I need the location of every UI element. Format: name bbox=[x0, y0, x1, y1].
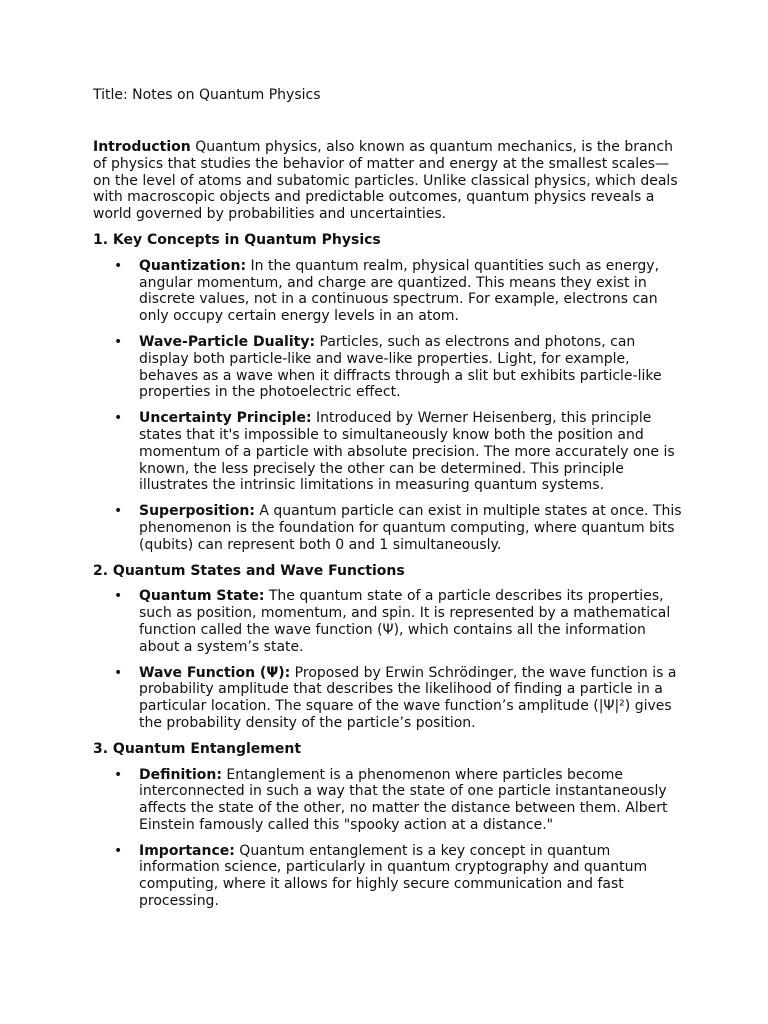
intro-paragraph bbox=[93, 139, 683, 223]
key-concepts-list bbox=[93, 258, 683, 554]
intro-text: Quantum physics, also known as quantum mechanics, is the branch of physics that studies the behavior of matter and energy at the smallest scales—on the level of atoms and subatomic particles. Unlike classical physics, which deals with macroscopic objects and predictable outcomes, quantum physics reveals a world governed by probabilities and uncertainties. bbox=[93, 139, 678, 223]
item-text: The quantum state of a particle describes its properties, such as position, momentum, and spin. It is represented by a mathematical function called the wave function (Ψ), which contains all the information about a system’s state. bbox=[139, 588, 671, 655]
list-item bbox=[114, 664, 683, 732]
list-item bbox=[114, 410, 683, 494]
item-text: Entanglement is a phenomenon where particles become interconnected in such a way that the state of one particle instantaneously affects the state of the other, no matter the distance between them. Albert Einstein famously called this "spooky action at a distance." bbox=[139, 766, 668, 833]
bullet-icon: • bbox=[114, 503, 123, 520]
item-term: Quantization: bbox=[139, 257, 247, 274]
bullet-icon: • bbox=[114, 257, 123, 274]
entanglement-list bbox=[93, 767, 683, 910]
list-item bbox=[114, 257, 683, 325]
bullet-icon: • bbox=[114, 588, 123, 605]
list-item bbox=[114, 766, 683, 834]
item-term: Importance: bbox=[139, 842, 235, 859]
item-term: Wave Function (Ψ): bbox=[139, 664, 291, 681]
bullet-icon: • bbox=[114, 842, 123, 859]
list-item bbox=[114, 842, 683, 910]
document-body bbox=[93, 139, 683, 919]
item-term: Uncertainty Principle: bbox=[139, 410, 312, 427]
item-term: Definition: bbox=[139, 766, 222, 783]
item-text: Proposed by Erwin Schrödinger, the wave function is a probability amplitude that describes the likelihood of finding a particle in a particular location. The square of the wave function’s amplitude (|Ψ|²) gives the probability density of the particle’s position. bbox=[139, 664, 677, 731]
document-title: Title: Notes on Quantum Physics bbox=[93, 87, 321, 103]
item-term: Superposition: bbox=[139, 503, 255, 520]
item-text: In the quantum realm, physical quantities such as energy, angular momentum, and charge are quantized. This means they exist in discrete values, not in a continuous spectrum. For example, electrons can only occupy certain energy levels in an atom. bbox=[139, 257, 660, 325]
list-item bbox=[114, 588, 683, 655]
list-item bbox=[114, 503, 683, 553]
quantum-states-list bbox=[93, 588, 683, 731]
item-text: Quantum entanglement is a key concept in quantum information science, particularly in quantum cryptography and quantum computing, where it allows for highly secure communication and fast processing. bbox=[139, 842, 648, 910]
section-heading-entanglement: 3. Quantum Entanglement bbox=[93, 740, 302, 757]
item-text: A quantum particle can exist in multiple states at once. This phenomenon is the foundation for quantum computing, where quantum bits (qubits) can represent both 0 and 1 simultaneously. bbox=[139, 503, 682, 553]
intro-label: Introduction bbox=[93, 139, 191, 155]
section-heading-quantum-states: 2. Quantum States and Wave Functions bbox=[93, 562, 405, 579]
list-item bbox=[114, 333, 683, 401]
bullet-icon: • bbox=[114, 664, 123, 681]
section-heading-key-concepts: 1. Key Concepts in Quantum Physics bbox=[93, 231, 381, 248]
bullet-icon: • bbox=[114, 410, 123, 427]
item-text: Introduced by Werner Heisenberg, this principle states that it's impossible to simultaneously know both the position and momentum of a particle with absolute precision. The more accurately one is known, the less precisely the other can be determined. This principle illustrates the intrinsic limitations in measuring quantum systems. bbox=[139, 410, 675, 494]
item-term: Wave-Particle Duality: bbox=[139, 333, 316, 350]
bullet-icon: • bbox=[114, 766, 123, 783]
item-text: Particles, such as electrons and photons, can display both particle-like and wave-like properties. Light, for example, behaves as a wave when it diffracts through a slit but exhibits particle-like properties in the photoelectric effect. bbox=[139, 333, 662, 401]
item-term: Quantum State: bbox=[139, 588, 265, 605]
bullet-icon: • bbox=[114, 333, 123, 350]
